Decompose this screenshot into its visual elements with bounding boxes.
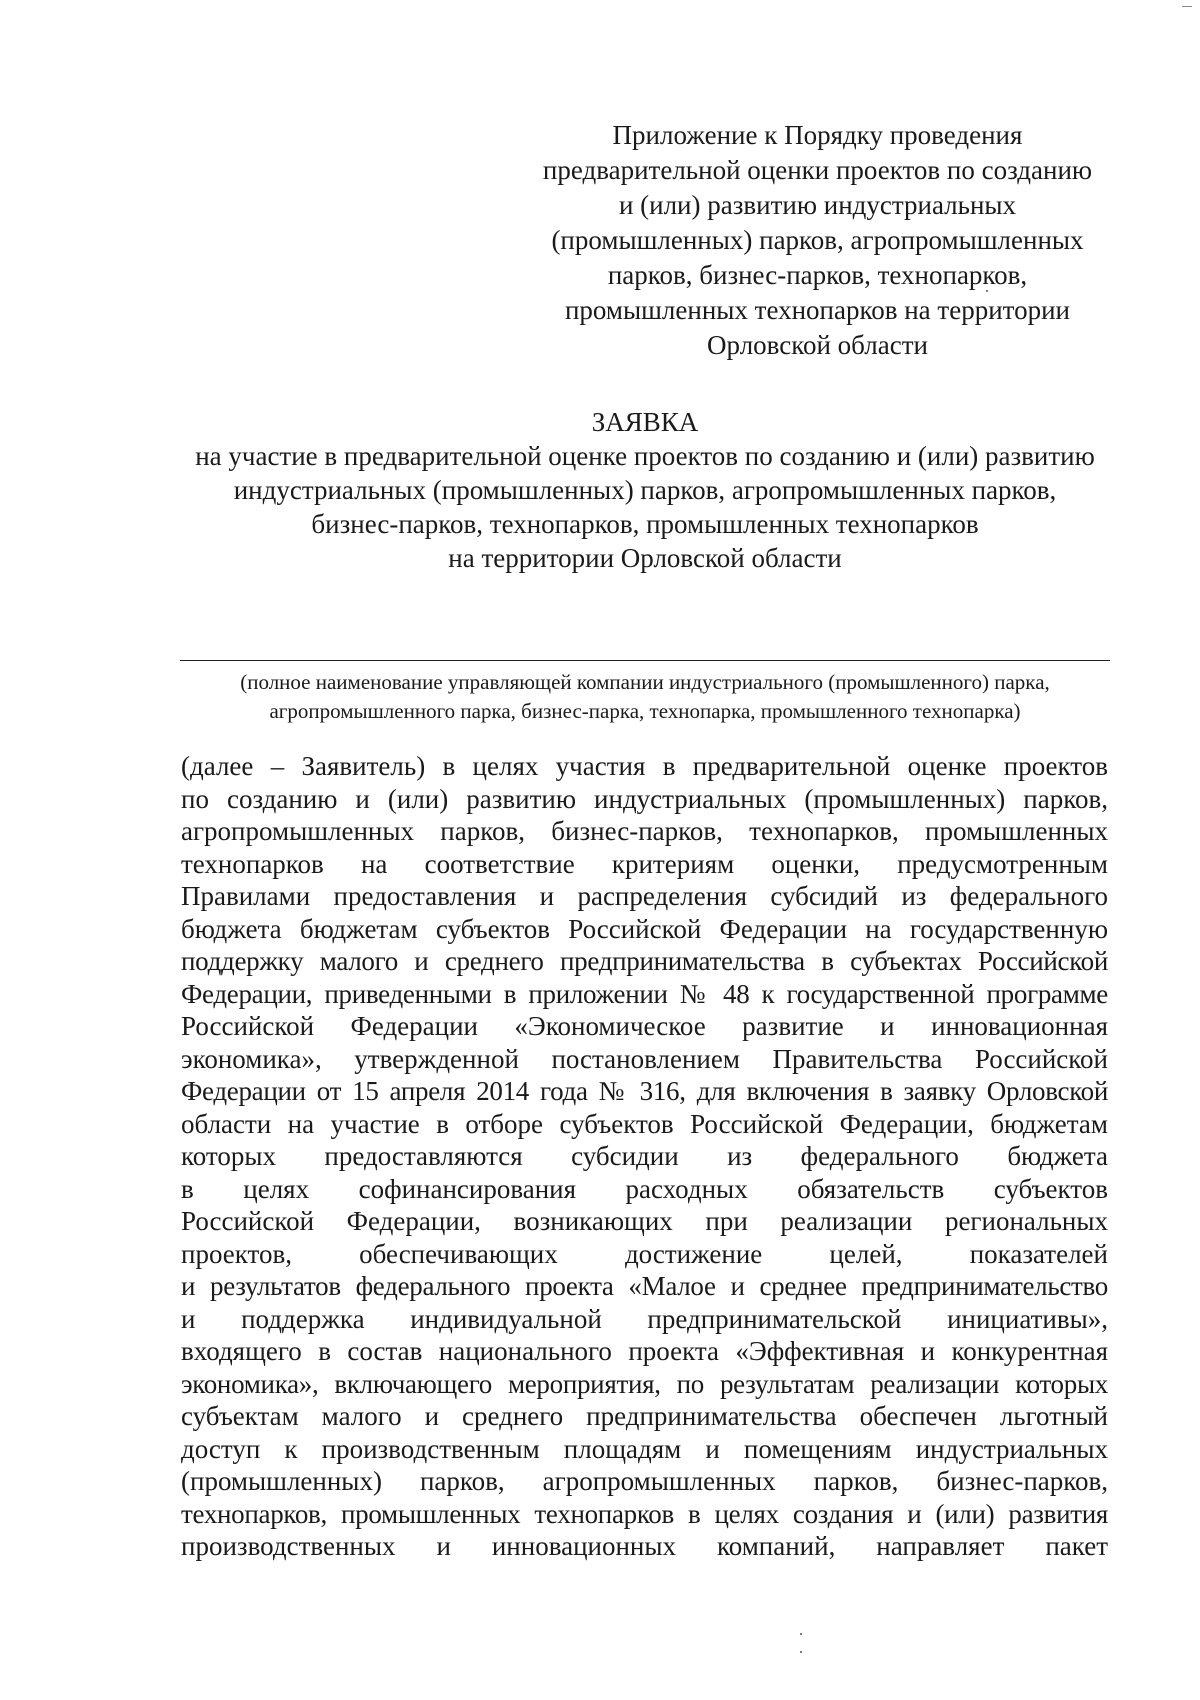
appendix-line: парков, бизнес-парков, технопарков, <box>607 260 1028 290</box>
body-line: производственных и инновационных компаний, направляет пакет <box>181 1531 1108 1561</box>
body-line: агропромышленных парков, бизнес-парков, технопарков, промышленных <box>181 816 1108 846</box>
body-line: экономика», включающего мероприятия, по результатам реализации которых <box>181 1368 1108 1399</box>
appendix-line: Орловской области <box>707 330 928 360</box>
caption-line: (полное наименование управляющей компании индустриального (промышленного) парка, <box>240 670 1050 694</box>
body-line: Федерации от 15 апреля 2014 года № 316, для включения в заявку Орловской <box>181 1076 1108 1106</box>
body-line: Правилами предоставления и распределения субсидий из федерального <box>181 881 1108 911</box>
title-heading: ЗАЯВКА <box>591 407 699 437</box>
body-line: области на участие в отборе субъектов Российской Федерации, бюджетам <box>181 1108 1108 1139</box>
body-line: поддержку малого и среднего предпринимательства в субъектах Российской <box>181 946 1108 976</box>
document-title <box>180 405 1110 575</box>
body-line: Российской Федерации «Экономическое развитие и инновационная <box>181 1011 1108 1041</box>
body-line: (далее – Заявитель) в целях участия в предварительной оценке проектов <box>181 751 1108 781</box>
body-line: доступ к производственным площадям и помещениям индустриальных <box>181 1433 1108 1464</box>
body-paragraph <box>181 750 1108 1563</box>
appendix-note <box>530 118 1105 363</box>
title-line: индустриальных (промышленных) парков, агропромышленных парков, <box>233 475 1057 505</box>
title-line: бизнес-парков, технопарков, промышленных технопарков <box>311 509 979 539</box>
applicant-name-blank-line <box>180 660 1110 661</box>
appendix-line: предварительной оценки проектов по созданию <box>542 155 1093 185</box>
body-line: экономика», утвержденной постановлением Правительства Российской <box>181 1043 1108 1074</box>
scan-speck <box>800 1633 802 1635</box>
body-line: которых предоставляются субсидии из федерального бюджета <box>181 1141 1108 1171</box>
body-line: Российской Федерации, возникающих при реализации региональных <box>181 1206 1108 1236</box>
body-line: и поддержка индивидуальной предпринимательской инициативы», <box>181 1303 1108 1334</box>
appendix-line: и (или) развитию индустриальных <box>618 190 1017 220</box>
body-line: в целях софинансирования расходных обязательств субъектов <box>181 1173 1108 1204</box>
body-line: технопарков, промышленных технопарков в целях создания и (или) развития <box>181 1498 1108 1529</box>
scan-speck <box>800 1651 802 1653</box>
scan-mark <box>1182 6 1192 7</box>
appendix-line: промышленных технопарков на территории <box>564 295 1070 325</box>
body-line: технопарков на соответствие критериям оценки, предусмотренным <box>181 848 1108 879</box>
body-line: по созданию и (или) развитию индустриальных (промышленных) парков, <box>181 783 1108 814</box>
body-line: (промышленных) парков, агропромышленных парков, бизнес-парков, <box>181 1466 1108 1496</box>
scan-speck <box>986 290 988 292</box>
body-line: субъектам малого и среднего предпринимательства обеспечен льготный <box>181 1401 1108 1431</box>
title-line: на территории Орловской области <box>448 543 842 573</box>
body-line: входящего в состав национального проекта «Эффективная и конкурентная <box>181 1336 1108 1366</box>
body-line: Федерации, приведенными в приложении № 48 к государственной программе <box>181 978 1108 1009</box>
appendix-line: (промышленных) парков, агропромышленных <box>551 225 1084 255</box>
title-line: на участие в предварительной оценке проектов по созданию и (или) развитию <box>195 441 1095 471</box>
body-line: бюджета бюджетам субъектов Российской Федерации на государственную <box>181 913 1108 944</box>
blank-line-caption <box>180 668 1110 726</box>
body-line: проектов, обеспечивающих достижение целей, показателей <box>181 1238 1108 1269</box>
appendix-line: Приложение к Порядку проведения <box>612 120 1023 150</box>
body-line: и результатов федерального проекта «Малое и среднее предпринимательство <box>181 1271 1108 1301</box>
caption-line: агропромышленного парка, бизнес-парка, технопарка, промышленного технопарка) <box>269 699 1021 723</box>
